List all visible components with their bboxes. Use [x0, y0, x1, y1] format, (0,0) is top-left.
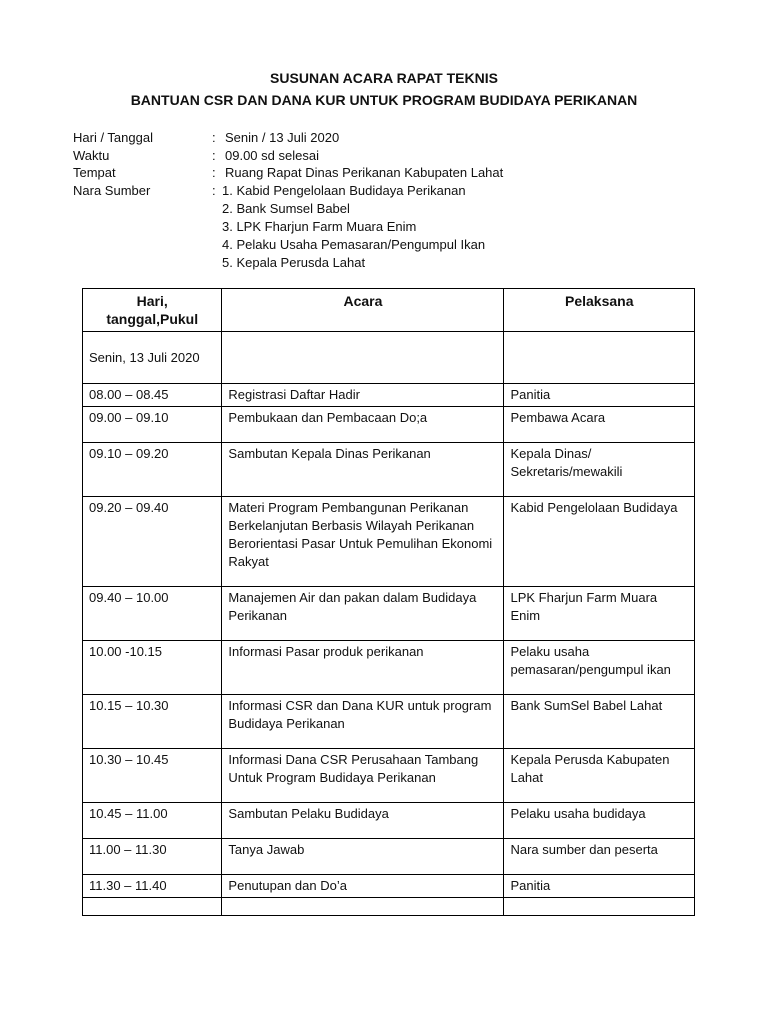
time-cell: 09.00 – 09.10 — [83, 407, 222, 443]
hari-value: Senin / 13 Juli 2020 — [225, 130, 340, 145]
acara-cell: Informasi Dana CSR Perusahaan Tambang Untuk Program Budidaya Perikanan — [222, 749, 504, 803]
pelaksana-cell: Bank SumSel Babel Lahat — [504, 695, 695, 749]
time-cell: 11.30 – 11.40 — [83, 875, 222, 898]
acara-cell: Informasi Pasar produk perikanan — [222, 641, 504, 695]
info-row-tempat — [0, 165, 768, 183]
date-cell: Senin, 13 Juli 2020 — [83, 332, 222, 384]
schedule-table — [82, 288, 695, 916]
time-cell: 10.30 – 10.45 — [83, 749, 222, 803]
acara-cell: Sambutan Pelaku Budidaya — [222, 803, 504, 839]
pelaksana-cell: Pelaku usaha pemasaran/pengumpul ikan — [504, 641, 695, 695]
table-row — [83, 839, 695, 875]
colon: : — [212, 130, 216, 145]
table-row — [83, 497, 695, 587]
acara-cell: Informasi CSR dan Dana KUR untuk program Budidaya Perikanan — [222, 695, 504, 749]
acara-cell: Manajemen Air dan pakan dalam Budidaya Perikanan — [222, 587, 504, 641]
pelaksana-cell: Pelaku usaha budidaya — [504, 803, 695, 839]
empty-cell — [222, 332, 504, 384]
acara-cell: Registrasi Daftar Hadir — [222, 384, 504, 407]
empty-cell — [222, 898, 504, 916]
acara-cell: Pembukaan dan Pembacaan Do;a — [222, 407, 504, 443]
table-row — [83, 875, 695, 898]
tempat-label: Tempat — [73, 165, 116, 180]
pelaksana-cell: Nara sumber dan peserta — [504, 839, 695, 875]
colon: : — [212, 148, 216, 163]
narasumber-item: 5. Kepala Perusda Lahat — [222, 255, 366, 270]
table-row — [83, 407, 695, 443]
colon: : — [212, 165, 216, 180]
header-acara: Acara — [222, 289, 504, 332]
table-row — [83, 749, 695, 803]
acara-cell: Sambutan Kepala Dinas Perikanan — [222, 443, 504, 497]
empty-row — [83, 898, 695, 916]
date-row — [83, 332, 695, 384]
empty-cell — [504, 332, 695, 384]
time-cell: 09.10 – 09.20 — [83, 443, 222, 497]
table-header-row — [83, 289, 695, 332]
table-row — [83, 803, 695, 839]
empty-cell — [83, 898, 222, 916]
table-row — [83, 641, 695, 695]
info-row-hari — [0, 130, 768, 148]
narasumber-item: 3. LPK Fharjun Farm Muara Enim — [222, 219, 417, 234]
waktu-label: Waktu — [73, 148, 110, 163]
table-row — [83, 587, 695, 641]
acara-cell: Penutupan dan Do’a — [222, 875, 504, 898]
pelaksana-cell: LPK Fharjun Farm Muara Enim — [504, 587, 695, 641]
pelaksana-cell: Panitia — [504, 875, 695, 898]
colon: : — [212, 183, 216, 198]
narasumber-item: 2. Bank Sumsel Babel — [222, 201, 350, 216]
table-row — [83, 384, 695, 407]
time-cell: 10.45 – 11.00 — [83, 803, 222, 839]
acara-cell: Materi Program Pembangunan Perikanan Berkelanjutan Berbasis Wilayah Perikanan Berorientasi Pasar Untuk Pemulihan Ekonomi Rakyat — [222, 497, 504, 587]
pelaksana-cell: Kepala Dinas/ Sekretaris/mewakili — [504, 443, 695, 497]
narasumber-item: 1. Kabid Pengelolaan Budidaya Perikanan — [222, 183, 466, 198]
tempat-value: Ruang Rapat Dinas Perikanan Kabupaten Lahat — [225, 165, 504, 180]
document-subtitle: BANTUAN CSR DAN DANA KUR UNTUK PROGRAM BUDIDAYA PERIKANAN — [130, 92, 638, 108]
time-cell: 10.00 -10.15 — [83, 641, 222, 695]
time-cell: 10.15 – 10.30 — [83, 695, 222, 749]
info-row-waktu — [0, 148, 768, 166]
time-cell: 09.40 – 10.00 — [83, 587, 222, 641]
time-cell: 08.00 – 08.45 — [83, 384, 222, 407]
time-cell: 09.20 – 09.40 — [83, 497, 222, 587]
pelaksana-cell: Kepala Perusda Kabupaten Lahat — [504, 749, 695, 803]
acara-cell: Tanya Jawab — [222, 839, 504, 875]
document-title: SUSUNAN ACARA RAPAT TEKNIS — [270, 70, 498, 86]
time-cell: 11.00 – 11.30 — [83, 839, 222, 875]
pelaksana-cell: Panitia — [504, 384, 695, 407]
waktu-value: 09.00 sd selesai — [225, 148, 319, 163]
table-row — [83, 443, 695, 497]
table-row — [83, 695, 695, 749]
hari-label: Hari / Tanggal — [73, 130, 153, 145]
narasumber-item: 4. Pelaku Usaha Pemasaran/Pengumpul Ikan — [222, 237, 486, 252]
header-pelaksana: Pelaksana — [504, 289, 695, 332]
pelaksana-cell: Pembawa Acara — [504, 407, 695, 443]
pelaksana-cell: Kabid Pengelolaan Budidaya — [504, 497, 695, 587]
empty-cell — [504, 898, 695, 916]
narasumber-label: Nara Sumber — [73, 183, 151, 198]
header-hari: Hari, tanggal,Pukul — [83, 289, 222, 332]
